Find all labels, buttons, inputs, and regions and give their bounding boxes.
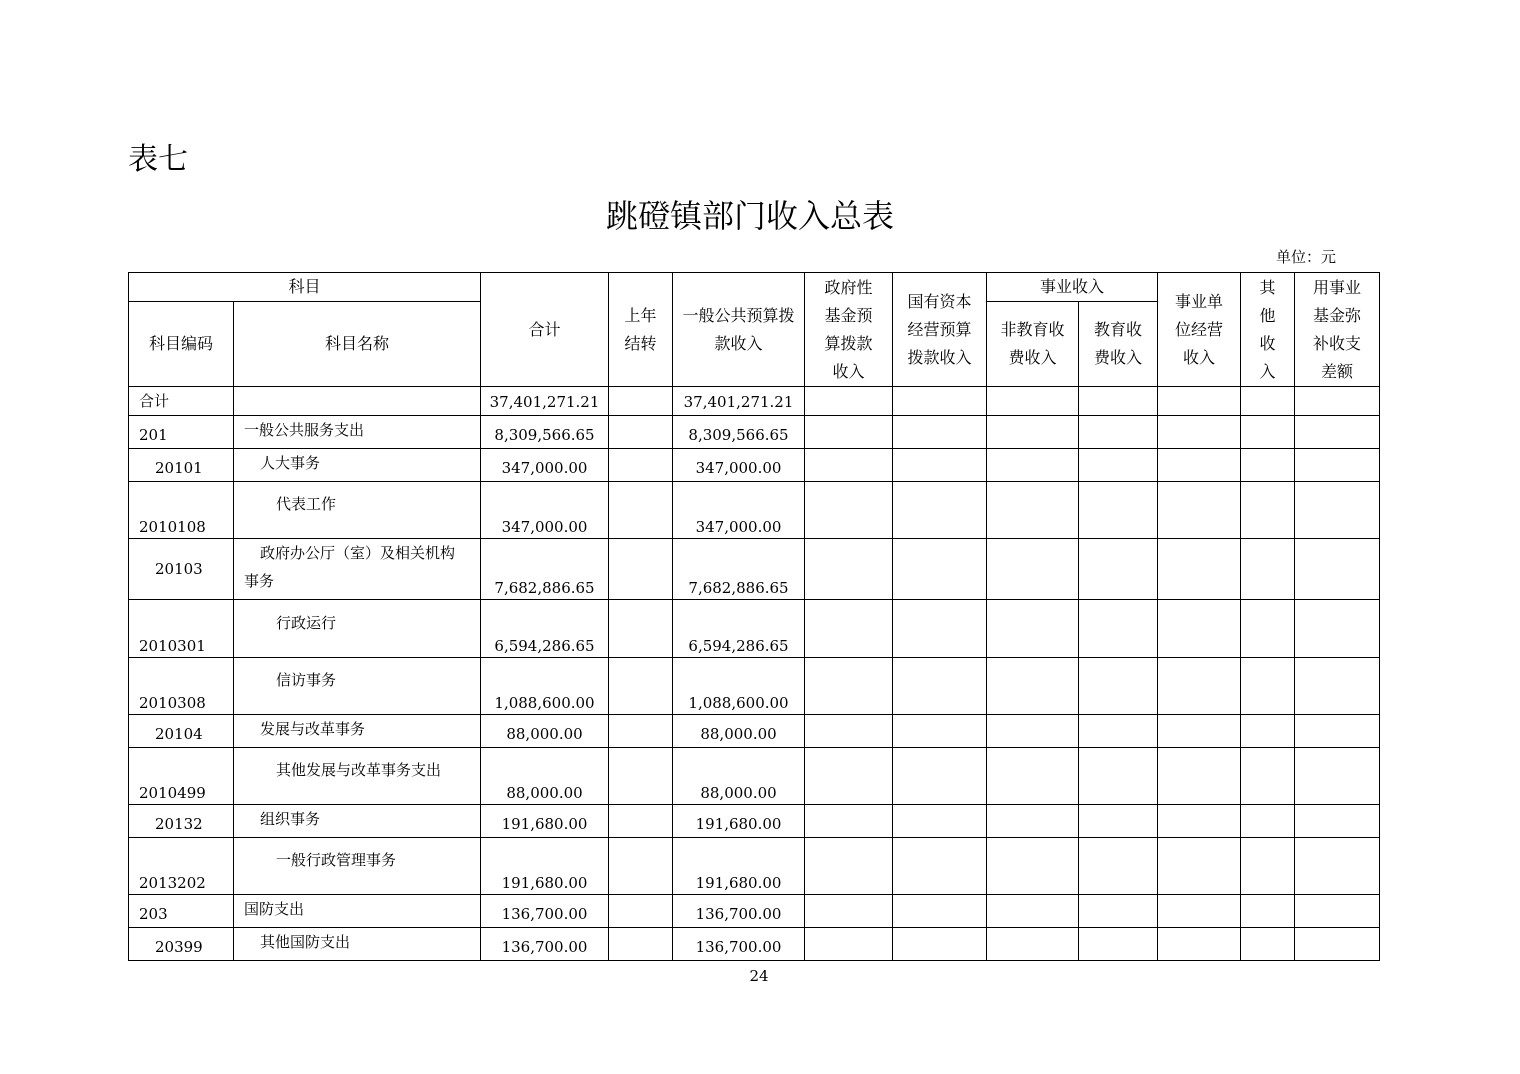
- row-fund-balance: [1295, 387, 1380, 416]
- row-state-capital: [893, 748, 987, 805]
- row-total: 191,680.00: [481, 838, 609, 895]
- header-non-edu-fee: 非教育收费收入: [987, 302, 1079, 387]
- row-gov-fund: [805, 539, 893, 600]
- table-row: [129, 715, 1380, 748]
- row-total: 136,700.00: [481, 895, 609, 928]
- row-state-capital: [893, 838, 987, 895]
- row-code: 20399: [129, 928, 234, 961]
- row-general: 37,401,271.21: [673, 387, 805, 416]
- row-fund-balance: [1295, 805, 1380, 838]
- row-total: 347,000.00: [481, 482, 609, 539]
- row-code: 203: [129, 895, 234, 928]
- row-other-income: [1241, 449, 1295, 482]
- row-other-income: [1241, 658, 1295, 715]
- row-state-capital: [893, 658, 987, 715]
- header-general-budget: 一般公共预算拨款收入: [673, 273, 805, 387]
- row-code: 20103: [129, 539, 234, 600]
- row-total: 8,309,566.65: [481, 416, 609, 449]
- row-general: 191,680.00: [673, 805, 805, 838]
- row-name: [234, 387, 481, 416]
- row-edu-fee: [1079, 416, 1158, 449]
- header-gov-fund: 政府性基金预算拨款收入: [805, 273, 893, 387]
- table-row: [129, 449, 1380, 482]
- row-unit-operation: [1158, 838, 1241, 895]
- row-fund-balance: [1295, 482, 1380, 539]
- header-carryover: 上年结转: [609, 273, 673, 387]
- header-unit-operation: 事业单位经营收入: [1158, 273, 1241, 387]
- row-carryover: [609, 895, 673, 928]
- row-gov-fund: [805, 838, 893, 895]
- row-code: 20101: [129, 449, 234, 482]
- unit-label: 单位：元: [1276, 248, 1337, 266]
- row-carryover: [609, 387, 673, 416]
- row-fund-balance: [1295, 600, 1380, 658]
- row-other-income: [1241, 928, 1295, 961]
- row-total: 1,088,600.00: [481, 658, 609, 715]
- row-code: 2010308: [129, 658, 234, 715]
- row-edu-fee: [1079, 449, 1158, 482]
- row-other-income: [1241, 482, 1295, 539]
- row-other-income: [1241, 387, 1295, 416]
- row-unit-operation: [1158, 715, 1241, 748]
- row-name: 信访事务: [234, 658, 481, 715]
- row-code: 20104: [129, 715, 234, 748]
- row-general: 7,682,886.65: [673, 539, 805, 600]
- row-code: 合计: [129, 387, 234, 416]
- table-row: [129, 600, 1380, 658]
- row-unit-operation: [1158, 928, 1241, 961]
- row-name: 国防支出: [234, 895, 481, 928]
- row-code: 2013202: [129, 838, 234, 895]
- row-non-edu-fee: [987, 895, 1079, 928]
- row-general: 347,000.00: [673, 449, 805, 482]
- table-row: [129, 805, 1380, 838]
- row-unit-operation: [1158, 539, 1241, 600]
- row-general: 191,680.00: [673, 838, 805, 895]
- row-carryover: [609, 600, 673, 658]
- row-unit-operation: [1158, 658, 1241, 715]
- row-state-capital: [893, 482, 987, 539]
- row-fund-balance: [1295, 658, 1380, 715]
- row-gov-fund: [805, 928, 893, 961]
- table-row: [129, 895, 1380, 928]
- row-gov-fund: [805, 805, 893, 838]
- header-row-1: [129, 273, 1380, 302]
- row-state-capital: [893, 928, 987, 961]
- row-unit-operation: [1158, 449, 1241, 482]
- row-code: 2010301: [129, 600, 234, 658]
- row-code: 2010108: [129, 482, 234, 539]
- row-edu-fee: [1079, 748, 1158, 805]
- row-other-income: [1241, 895, 1295, 928]
- row-non-edu-fee: [987, 482, 1079, 539]
- row-fund-balance: [1295, 838, 1380, 895]
- row-other-income: [1241, 715, 1295, 748]
- row-name: 一般公共服务支出: [234, 416, 481, 449]
- row-gov-fund: [805, 658, 893, 715]
- row-non-edu-fee: [987, 838, 1079, 895]
- row-name: 其他发展与改革事务支出: [234, 748, 481, 805]
- row-unit-operation: [1158, 895, 1241, 928]
- row-edu-fee: [1079, 539, 1158, 600]
- row-state-capital: [893, 387, 987, 416]
- row-carryover: [609, 416, 673, 449]
- table-label: 表七: [128, 142, 188, 177]
- row-gov-fund: [805, 748, 893, 805]
- row-carryover: [609, 838, 673, 895]
- row-gov-fund: [805, 482, 893, 539]
- row-non-edu-fee: [987, 658, 1079, 715]
- row-edu-fee: [1079, 805, 1158, 838]
- row-gov-fund: [805, 387, 893, 416]
- row-general: 136,700.00: [673, 895, 805, 928]
- row-other-income: [1241, 416, 1295, 449]
- row-non-edu-fee: [987, 600, 1079, 658]
- row-name: 人大事务: [234, 449, 481, 482]
- row-general: 88,000.00: [673, 715, 805, 748]
- row-non-edu-fee: [987, 928, 1079, 961]
- table-row: [129, 928, 1380, 961]
- row-non-edu-fee: [987, 387, 1079, 416]
- header-subject-group: 科目: [129, 273, 481, 302]
- row-state-capital: [893, 539, 987, 600]
- page-number: 24: [749, 967, 769, 985]
- header-code: 科目编码: [129, 302, 234, 387]
- row-state-capital: [893, 416, 987, 449]
- row-total: 88,000.00: [481, 715, 609, 748]
- row-non-edu-fee: [987, 449, 1079, 482]
- row-general: 347,000.00: [673, 482, 805, 539]
- row-total: 191,680.00: [481, 805, 609, 838]
- header-state-capital: 国有资本经营预算拨款收入: [893, 273, 987, 387]
- row-non-edu-fee: [987, 748, 1079, 805]
- row-non-edu-fee: [987, 805, 1079, 838]
- row-fund-balance: [1295, 539, 1380, 600]
- row-state-capital: [893, 895, 987, 928]
- row-non-edu-fee: [987, 715, 1079, 748]
- row-name: 组织事务: [234, 805, 481, 838]
- row-edu-fee: [1079, 658, 1158, 715]
- row-total: 37,401,271.21: [481, 387, 609, 416]
- table-row: [129, 482, 1380, 539]
- row-state-capital: [893, 449, 987, 482]
- row-unit-operation: [1158, 387, 1241, 416]
- row-gov-fund: [805, 600, 893, 658]
- header-business-income-group: 事业收入: [987, 273, 1158, 302]
- row-other-income: [1241, 805, 1295, 838]
- row-name-line-2: 事务: [244, 572, 275, 590]
- header-other-income: 其他收入: [1241, 273, 1295, 387]
- row-carryover: [609, 715, 673, 748]
- row-carryover: [609, 658, 673, 715]
- table-row: [129, 539, 1380, 600]
- row-edu-fee: [1079, 838, 1158, 895]
- row-state-capital: [893, 805, 987, 838]
- row-general: 8,309,566.65: [673, 416, 805, 449]
- row-edu-fee: [1079, 895, 1158, 928]
- table-row: [129, 838, 1380, 895]
- row-gov-fund: [805, 449, 893, 482]
- row-carryover: [609, 449, 673, 482]
- table-row: [129, 416, 1380, 449]
- row-carryover: [609, 928, 673, 961]
- row-fund-balance: [1295, 416, 1380, 449]
- row-edu-fee: [1079, 715, 1158, 748]
- row-other-income: [1241, 600, 1295, 658]
- row-code: 2010499: [129, 748, 234, 805]
- row-non-edu-fee: [987, 416, 1079, 449]
- row-general: 1,088,600.00: [673, 658, 805, 715]
- row-gov-fund: [805, 416, 893, 449]
- header-name: 科目名称: [234, 302, 481, 387]
- row-name: 一般行政管理事务: [234, 838, 481, 895]
- row-state-capital: [893, 715, 987, 748]
- row-carryover: [609, 482, 673, 539]
- row-name-line-1: 政府办公厅（室）及相关机构: [260, 544, 456, 562]
- row-total: 347,000.00: [481, 449, 609, 482]
- row-carryover: [609, 748, 673, 805]
- row-edu-fee: [1079, 387, 1158, 416]
- row-fund-balance: [1295, 449, 1380, 482]
- row-edu-fee: [1079, 600, 1158, 658]
- income-summary-table: [128, 272, 1380, 961]
- row-general: 6,594,286.65: [673, 600, 805, 658]
- row-fund-balance: [1295, 748, 1380, 805]
- row-name: 发展与改革事务: [234, 715, 481, 748]
- row-general: 88,000.00: [673, 748, 805, 805]
- row-name: 代表工作: [234, 482, 481, 539]
- table-row: [129, 748, 1380, 805]
- row-other-income: [1241, 539, 1295, 600]
- row-total: 6,594,286.65: [481, 600, 609, 658]
- row-unit-operation: [1158, 416, 1241, 449]
- row-fund-balance: [1295, 895, 1380, 928]
- row-carryover: [609, 805, 673, 838]
- row-total: 136,700.00: [481, 928, 609, 961]
- header-edu-fee: 教育收费收入: [1079, 302, 1158, 387]
- row-unit-operation: [1158, 482, 1241, 539]
- table-row: [129, 658, 1380, 715]
- row-name: 行政运行: [234, 600, 481, 658]
- row-state-capital: [893, 600, 987, 658]
- row-unit-operation: [1158, 600, 1241, 658]
- row-gov-fund: [805, 895, 893, 928]
- header-fund-balance: 用事业基金弥补收支差额: [1295, 273, 1380, 387]
- row-other-income: [1241, 838, 1295, 895]
- row-fund-balance: [1295, 928, 1380, 961]
- table-row: [129, 387, 1380, 416]
- row-non-edu-fee: [987, 539, 1079, 600]
- header-total: 合计: [481, 273, 609, 387]
- row-carryover: [609, 539, 673, 600]
- row-total: 7,682,886.65: [481, 539, 609, 600]
- row-code: 201: [129, 416, 234, 449]
- row-gov-fund: [805, 715, 893, 748]
- row-edu-fee: [1079, 482, 1158, 539]
- row-general: 136,700.00: [673, 928, 805, 961]
- row-unit-operation: [1158, 748, 1241, 805]
- row-unit-operation: [1158, 805, 1241, 838]
- row-other-income: [1241, 748, 1295, 805]
- row-name: 其他国防支出: [234, 928, 481, 961]
- row-code: 20132: [129, 805, 234, 838]
- row-edu-fee: [1079, 928, 1158, 961]
- row-fund-balance: [1295, 715, 1380, 748]
- row-name: [234, 539, 481, 600]
- row-total: 88,000.00: [481, 748, 609, 805]
- page-title: 跳磴镇部门收入总表: [605, 197, 894, 235]
